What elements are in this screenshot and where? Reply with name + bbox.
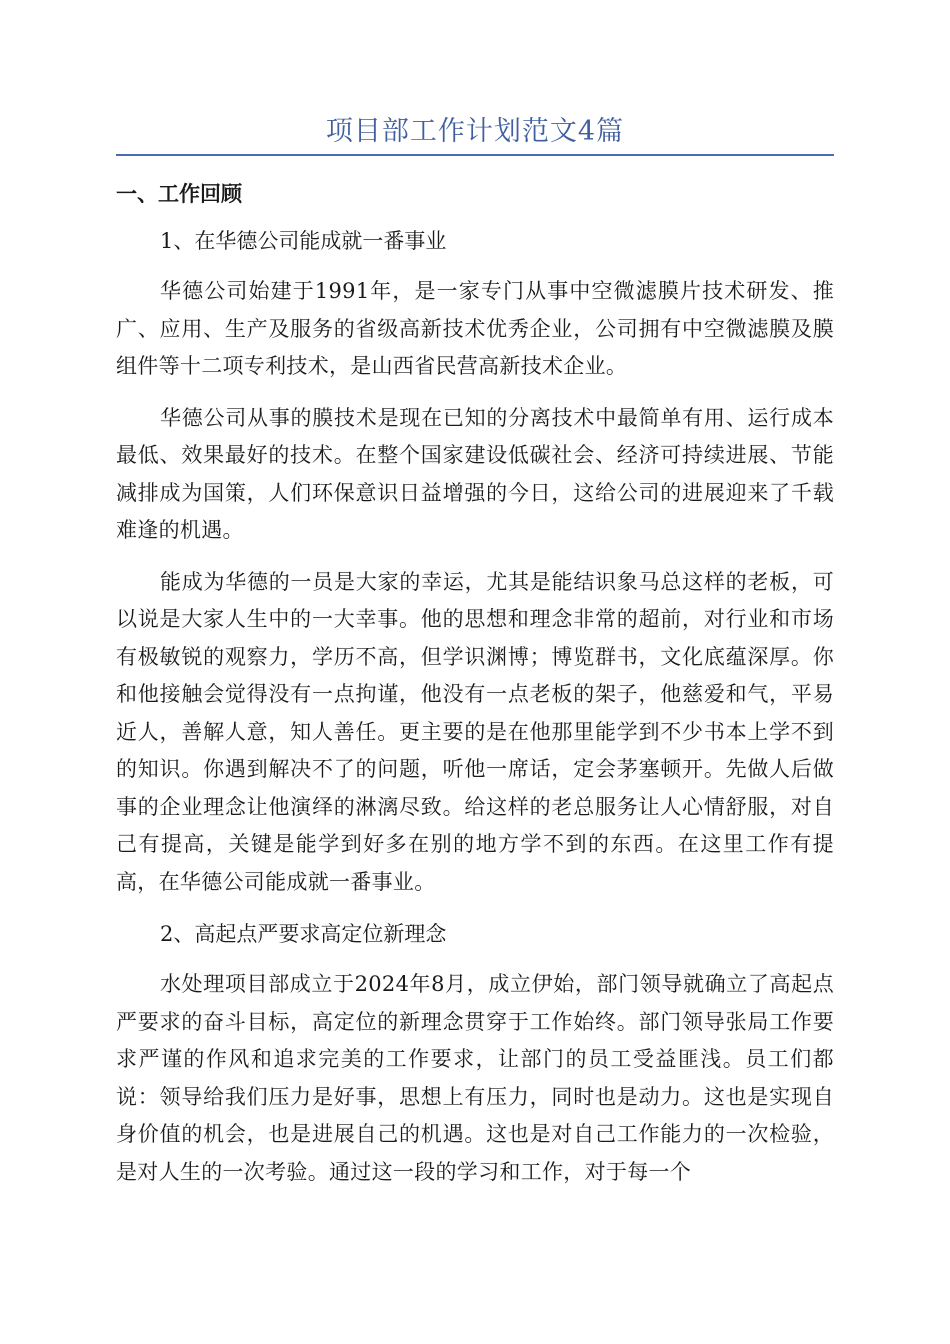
paragraph-4: 水处理项目部成立于2024年8月，成立伊始，部门领导就确立了高起点严要求的奋斗目标，高定位的新理念贯穿于工作始终。部门领导张局工作要求严谨的作风和追求完美的工作要求，让部门的员工受益匪浅。员工们都说：领导给我们压力是好事，思想上有压力，同时也是动力。这也是实现自身价值的机会，也是进展自己的机遇。这也是对自己工作能力的一次检验，是对人生的一次考验。通过这一段的学习和工作，对于每一个 <box>116 972 834 1184</box>
paragraph-2: 华德公司从事的膜技术是现在已知的分离技术中最简单有用、运行成本最低、效果最好的技术。在整个国家建设低碳社会、经济可持续进展、节能减排成为国策，人们环保意识日益增强的今日，这给公司的进展迎来了千载难逢的机遇。 <box>116 405 834 542</box>
paragraph-1: 华德公司始建于1991年，是一家专门从事中空微滤膜片技术研发、推广、应用、生产及服务的省级高新技术优秀企业，公司拥有中空微滤膜及膜组件等十二项专利技术，是山西省民营高新技术企业。 <box>116 279 834 378</box>
section-heading: 一、工作回顾 <box>116 182 242 206</box>
paragraph-3: 能成为华德的一员是大家的幸运，尤其是能结识象马总这样的老板，可以说是大家人生中的一大幸事。他的思想和理念非常的超前，对行业和市场有极敏锐的观察力，学历不高，但学识渊博；博览群书，文化底蕴深厚。你和他接触会觉得没有一点拘谨，他没有一点老板的架子，他慈爱和气，平易近人，善解人意，知人善任。更主要的是在他那里能学到不少书本上学不到的知识。你遇到解决不了的问题，听他一席话，定会茅塞顿开。先做人后做事的企业理念让他演绎的淋漓尽致。给这样的老总服务让人心情舒服，对自己有提高，关键是能学到好多在别的地方学不到的东西。在这里工作有提高，在华德公司能成就一番事业。 <box>116 569 834 894</box>
subheading-2: 2、高起点严要求高定位新理念 <box>160 922 447 946</box>
document-body <box>116 176 834 1205</box>
subheading-1: 1、在华德公司能成就一番事业 <box>160 229 447 253</box>
document-title: 项目部工作计划范文4篇 <box>325 116 625 147</box>
title-divider <box>116 154 834 156</box>
